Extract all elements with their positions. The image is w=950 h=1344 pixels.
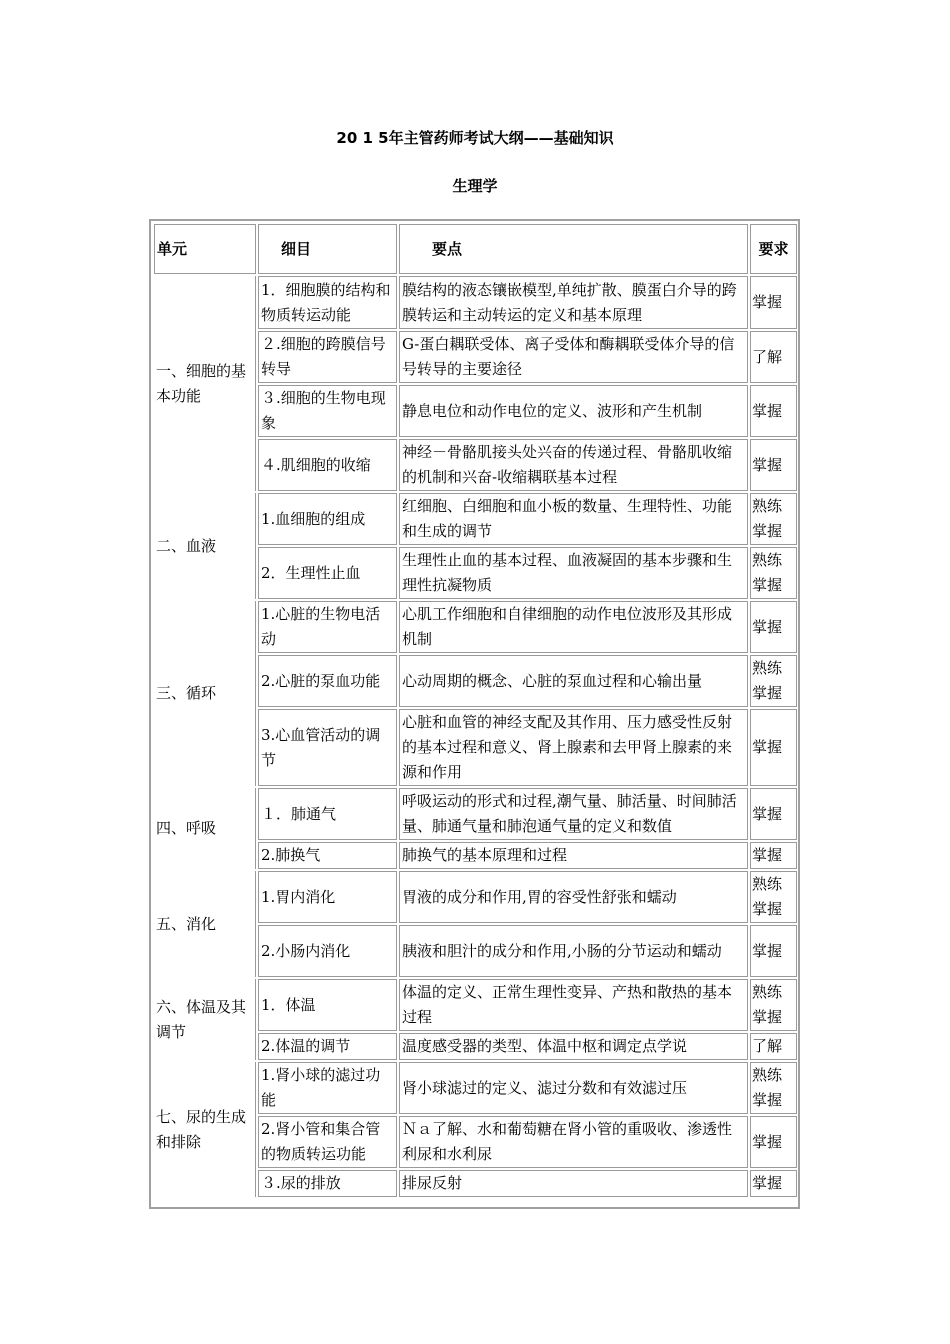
points-cell: 心肌工作细胞和自律细胞的动作电位波形及其形成机制 <box>399 601 748 653</box>
requirement-cell: 了解 <box>750 1033 797 1060</box>
points-cell: 生理性止血的基本过程、血液凝固的基本步骤和生理性抗凝物质 <box>399 547 748 599</box>
points-cell: 心动周期的概念、心脏的泵血过程和心输出量 <box>399 655 748 707</box>
requirement-cell: 掌握 <box>750 276 797 329</box>
item-cell: 1．细胞膜的结构和物质转运动能 <box>258 276 397 329</box>
points-cell: Ｎａ了解、水和葡萄糖在肾小管的重吸收、渗透性利尿和水利尿 <box>399 1116 748 1168</box>
points-cell: 呼吸运动的形式和过程,潮气量、肺活量、时间肺活量、肺通气量和肺泡通气量的定义和数值 <box>399 788 748 840</box>
item-cell: 1.胃内消化 <box>258 871 397 923</box>
item-cell: 2.体温的调节 <box>258 1033 397 1060</box>
points-cell: 心脏和血管的神经支配及其作用、压力感受性反射的基本过程和意义、肾上腺素和去甲肾上腺素的来源和作用 <box>399 709 748 786</box>
item-cell: 3.心血管活动的调节 <box>258 709 397 786</box>
unit-cell: 七、尿的生成和排除 <box>154 1062 256 1197</box>
unit-cell: 一、细胞的基本功能 <box>154 276 256 491</box>
requirement-cell: 掌握 <box>750 1170 797 1197</box>
header-points: 要点 <box>399 224 748 274</box>
item-cell: 2.肺换气 <box>258 842 397 869</box>
requirement-cell: 熟练掌握 <box>750 547 797 599</box>
unit-cell: 五、消化 <box>154 871 256 977</box>
table-row <box>154 1062 797 1114</box>
item-cell: ３.尿的排放 <box>258 1170 397 1197</box>
item-cell: ３.细胞的生物电现象 <box>258 385 397 437</box>
points-cell: 胰液和胆汁的成分和作用,小肠的分节运动和蠕动 <box>399 925 748 977</box>
item-cell: 1．体温 <box>258 979 397 1031</box>
points-cell: 胃液的成分和作用,胃的容受性舒张和蠕动 <box>399 871 748 923</box>
requirement-cell: 掌握 <box>750 1116 797 1168</box>
requirement-cell: 掌握 <box>750 385 797 437</box>
item-cell: 1.心脏的生物电活动 <box>258 601 397 653</box>
requirement-cell: 了解 <box>750 331 797 383</box>
item-cell: 2．生理性止血 <box>258 547 397 599</box>
unit-cell: 三、循环 <box>154 601 256 786</box>
header-row <box>154 224 797 274</box>
points-cell: 膜结构的液态镶嵌模型,单纯扩散、膜蛋白介导的跨膜转运和主动转运的定义和基本原理 <box>399 276 748 329</box>
header-requirement: 要求 <box>750 224 797 274</box>
requirement-cell: 熟练掌握 <box>750 979 797 1031</box>
page-title: 20 1 5年主管药师考试大纲——基础知识 <box>336 129 614 147</box>
requirement-cell: 掌握 <box>750 709 797 786</box>
table-row <box>154 979 797 1031</box>
table-row <box>154 493 797 545</box>
item-cell: 1.肾小球的滤过功能 <box>258 1062 397 1114</box>
requirement-cell: 熟练掌握 <box>750 493 797 545</box>
points-cell: 红细胞、白细胞和血小板的数量、生理特性、功能和生成的调节 <box>399 493 748 545</box>
syllabus-table <box>152 222 799 1199</box>
table-row <box>154 871 797 923</box>
requirement-cell: 熟练掌握 <box>750 1062 797 1114</box>
requirement-cell: 熟练掌握 <box>750 871 797 923</box>
header-item: 细目 <box>258 224 397 274</box>
unit-cell: 六、体温及其调节 <box>154 979 256 1060</box>
item-cell: 2.心脏的泵血功能 <box>258 655 397 707</box>
table-row <box>154 276 797 329</box>
table-row <box>154 788 797 840</box>
requirement-cell: 掌握 <box>750 601 797 653</box>
header-unit: 单元 <box>154 224 256 274</box>
item-cell: 1.血细胞的组成 <box>258 493 397 545</box>
table-row <box>154 601 797 653</box>
points-cell: 神经－骨骼肌接头处兴奋的传递过程、骨骼肌收缩的机制和兴奋-收缩耦联基本过程 <box>399 439 748 491</box>
item-cell: ４.肌细胞的收缩 <box>258 439 397 491</box>
points-cell: 肺换气的基本原理和过程 <box>399 842 748 869</box>
requirement-cell: 熟练掌握 <box>750 655 797 707</box>
item-cell: 2.肾小管和集合管的物质转运功能 <box>258 1116 397 1168</box>
points-cell: 静息电位和动作电位的定义、波形和产生机制 <box>399 385 748 437</box>
unit-cell: 四、呼吸 <box>154 788 256 869</box>
requirement-cell: 掌握 <box>750 842 797 869</box>
section-title: 生理学 <box>452 177 498 195</box>
points-cell: 排尿反射 <box>399 1170 748 1197</box>
requirement-cell: 掌握 <box>750 925 797 977</box>
unit-cell: 二、血液 <box>154 493 256 599</box>
item-cell: ２.细胞的跨膜信号转导 <box>258 331 397 383</box>
points-cell: 温度感受器的类型、体温中枢和调定点学说 <box>399 1033 748 1060</box>
points-cell: G-蛋白耦联受体、离子受体和酶耦联受体介导的信号转导的主要途径 <box>399 331 748 383</box>
requirement-cell: 掌握 <box>750 439 797 491</box>
points-cell: 肾小球滤过的定义、滤过分数和有效滤过压 <box>399 1062 748 1114</box>
requirement-cell: 掌握 <box>750 788 797 840</box>
item-cell: 2.小肠内消化 <box>258 925 397 977</box>
item-cell: １．肺通气 <box>258 788 397 840</box>
points-cell: 体温的定义、正常生理性变异、产热和散热的基本过程 <box>399 979 748 1031</box>
